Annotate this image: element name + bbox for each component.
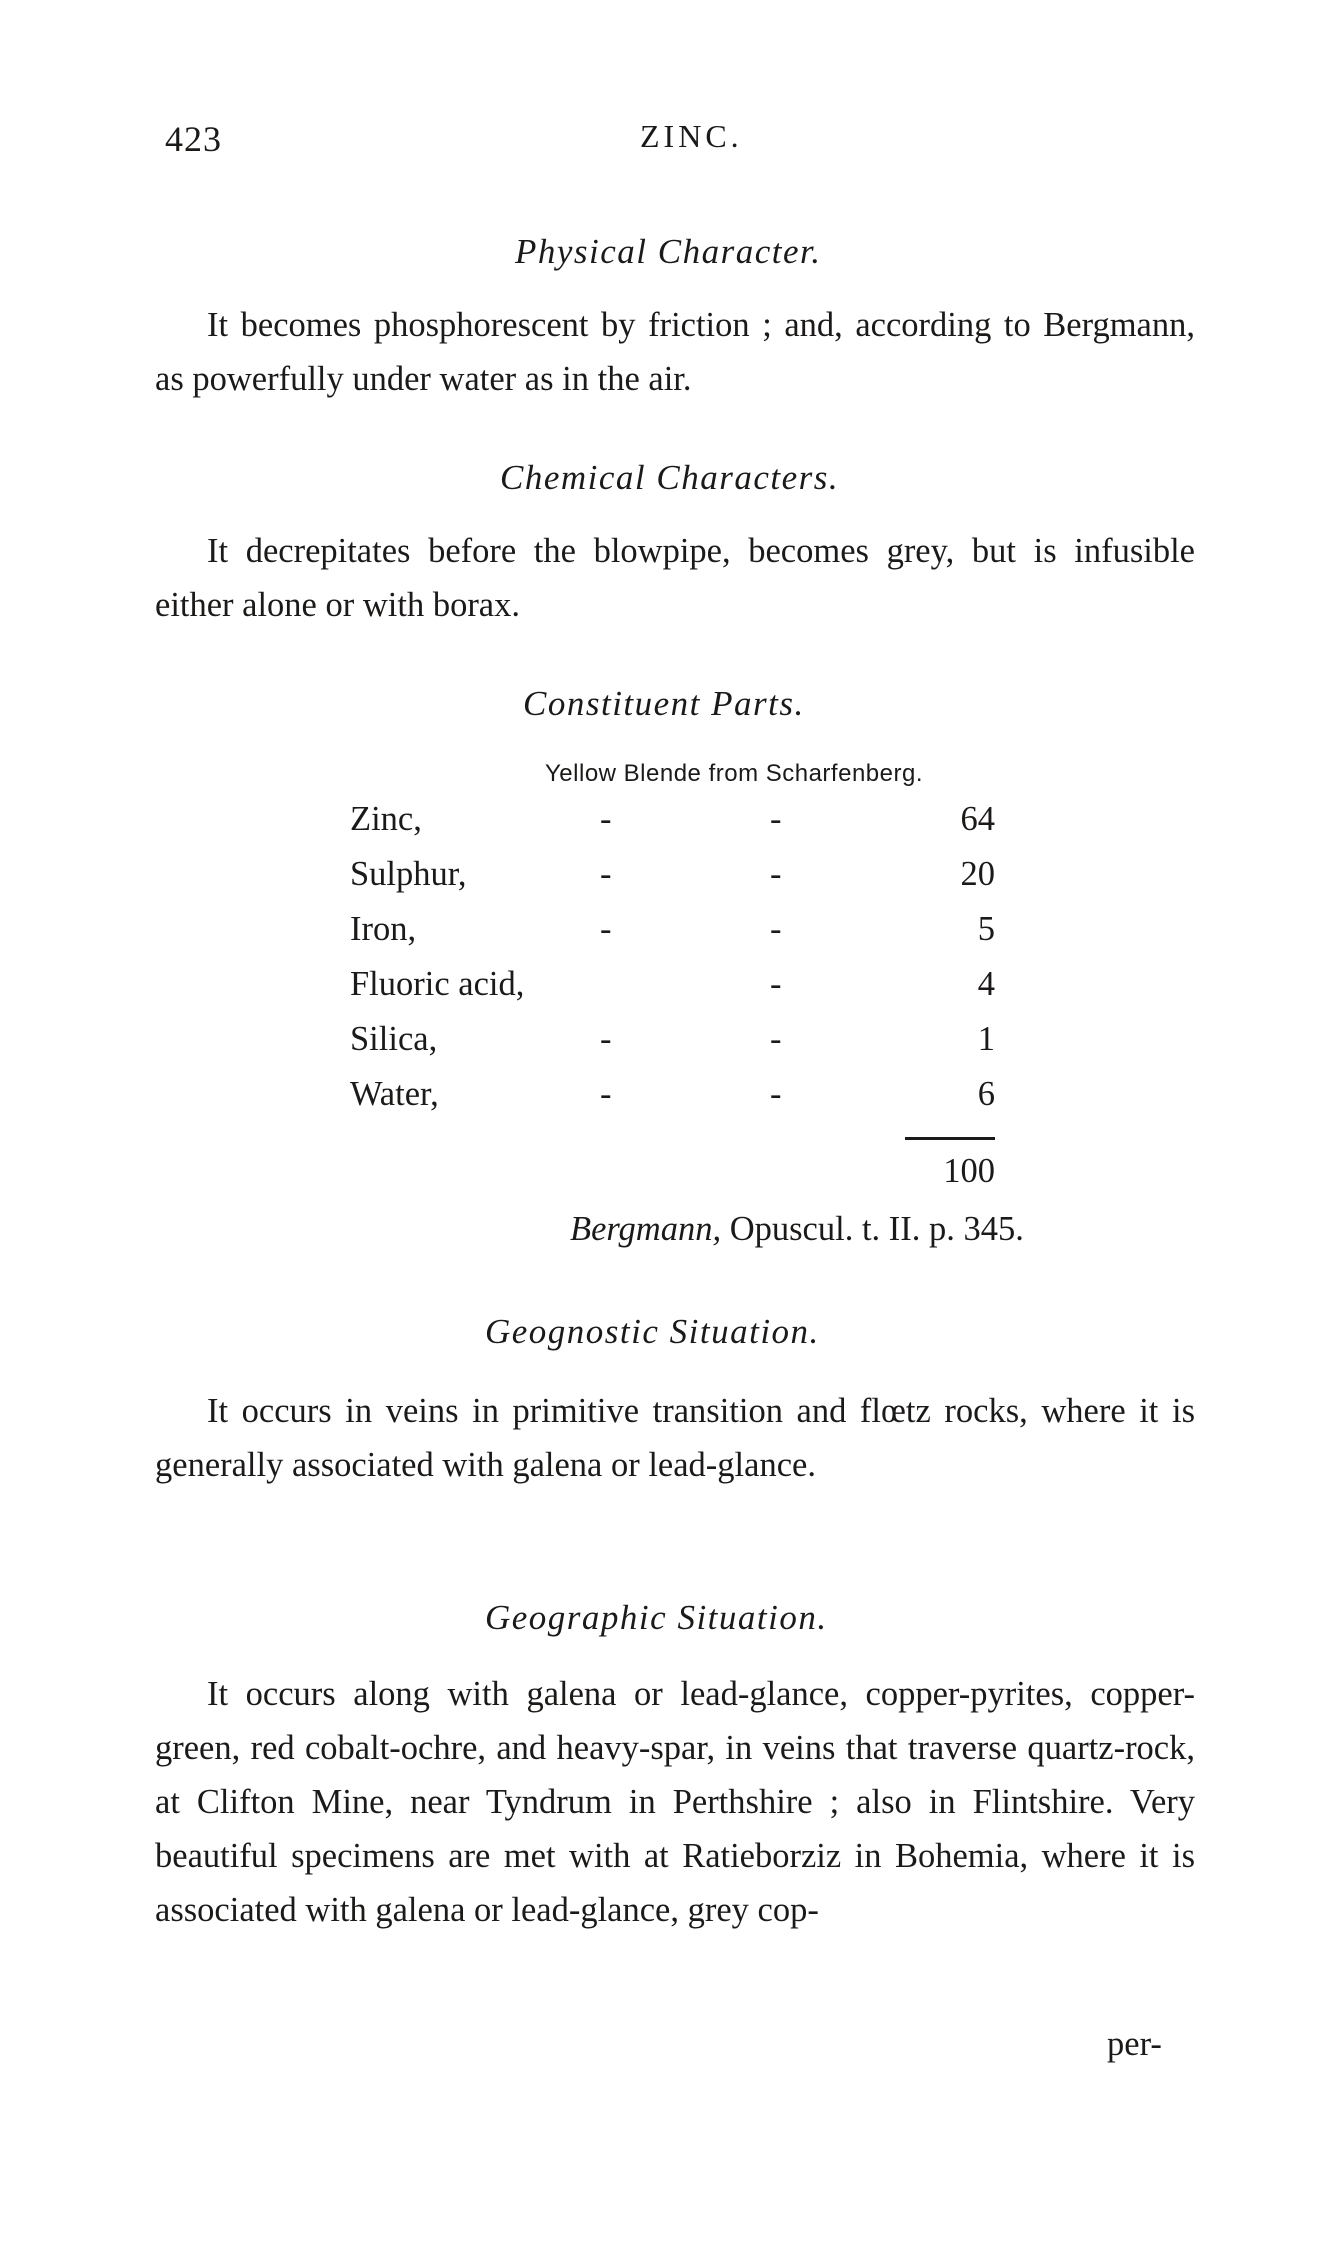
paragraph-physical-character: It becomes phosphorescent by friction ; and, according to Bergmann, as powerfully under water as in the air.	[155, 306, 1195, 398]
leader-dash: -	[600, 855, 612, 893]
leader-dash: -	[770, 910, 782, 948]
analysis-row	[350, 1020, 1010, 1075]
leader-dash: -	[600, 910, 612, 948]
analysis-row	[350, 800, 1010, 855]
constituent-name: Iron,	[350, 910, 417, 948]
citation-source: Opuscul. t. II. p. 345.	[729, 1210, 1024, 1248]
paragraph-geographic-situation: It occurs along with galena or lead-glance, copper-pyrites, copper-green, red cobalt-ochre, and heavy-spar, in veins that traverse quartz-rock, at Clifton Mine, near Tyndrum in Perthshire ; also in Flintshire. Very beautiful specimens are met with at Ratieborziz in Bohemia, where it is associated with galena or lead-glance, grey cop-	[155, 1675, 1195, 1929]
leader-dash: -	[770, 1020, 782, 1058]
citation-author: Bergmann,	[570, 1210, 722, 1248]
constituent-name: Fluoric acid,	[350, 965, 525, 1003]
constituent-value: 6	[977, 1075, 995, 1113]
leader-dash: -	[770, 855, 782, 893]
constituent-value: 1	[977, 1020, 995, 1058]
analysis-subcaption: Yellow Blende from Scharfenberg.	[545, 760, 923, 787]
constituent-value: 5	[977, 910, 995, 948]
heading-physical-character: Physical Character.	[515, 232, 822, 271]
heading-constituent-parts: Constituent Parts.	[523, 684, 805, 723]
analysis-row	[350, 965, 1010, 1020]
leader-dash: -	[600, 1020, 612, 1058]
constituent-value: 4	[977, 965, 995, 1003]
constituent-name: Silica,	[350, 1020, 438, 1058]
paragraph-geognostic-situation: It occurs in veins in primitive transition and flœtz rocks, where it is generally associated with galena or lead-glance.	[155, 1392, 1195, 1484]
analysis-row	[350, 855, 1010, 910]
leader-dash: -	[770, 1075, 782, 1113]
page-number: 423	[165, 119, 222, 159]
citation	[570, 1210, 1024, 1249]
leader-dash: -	[770, 800, 782, 838]
sum-rule	[905, 1137, 995, 1140]
heading-geognostic-situation: Geognostic Situation.	[485, 1312, 820, 1351]
analysis-row	[350, 910, 1010, 965]
running-head	[165, 118, 1195, 168]
heading-chemical-characters: Chemical Characters.	[500, 458, 840, 497]
constituent-name: Zinc,	[350, 800, 422, 838]
leader-dash: -	[770, 965, 782, 1003]
leader-dash: -	[600, 1075, 612, 1113]
constituent-total: 100	[943, 1152, 995, 1190]
leader-dash: -	[600, 800, 612, 838]
constituent-name: Water,	[350, 1075, 439, 1113]
heading-geographic-situation: Geographic Situation.	[485, 1598, 828, 1637]
paragraph-chemical-characters: It decrepitates before the blowpipe, becomes grey, but is infusible either alone or with borax.	[155, 532, 1195, 624]
running-title: ZINC.	[640, 118, 743, 154]
constituent-analysis-table	[350, 800, 1010, 1190]
analysis-row	[350, 1075, 1010, 1130]
constituent-name: Sulphur,	[350, 855, 467, 893]
constituent-value: 20	[960, 855, 995, 893]
catchword: per-	[1107, 2025, 1162, 2063]
constituent-value: 64	[960, 800, 995, 838]
